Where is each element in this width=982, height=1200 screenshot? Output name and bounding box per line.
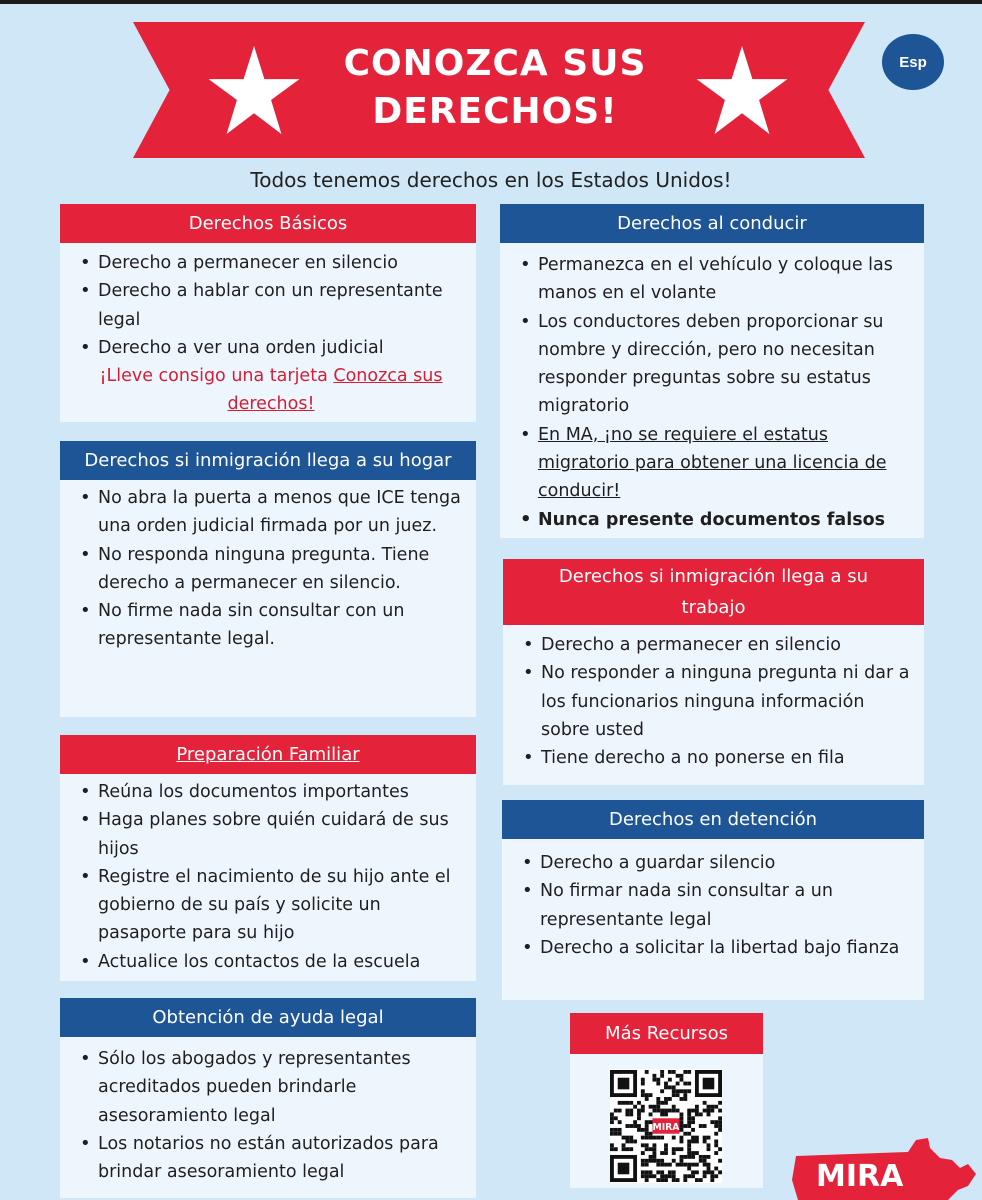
mira-logo — [788, 1134, 982, 1200]
star-icon-left — [206, 46, 302, 136]
list-item: • No firme nada sin consultar con un representante legal. — [76, 597, 466, 654]
title-line-2: DERECHOS! — [372, 91, 618, 132]
card-title: Preparación Familiar — [60, 735, 476, 774]
bullet-list — [76, 1045, 466, 1186]
card-title: Obtención de ayuda legal — [60, 998, 476, 1037]
list-item: • Derecho a hablar con un representante legal — [76, 277, 466, 334]
list-item: • Registre el nacimiento de su hijo ante el gobierno de su país y solicite un pasaporte para su hijo — [76, 863, 466, 948]
list-item: • Reúna los documentos importantes — [76, 778, 466, 806]
card-title: Derechos al conducir — [500, 204, 924, 243]
bullet-list — [518, 849, 914, 962]
bullet-list — [76, 249, 466, 362]
top-border — [0, 0, 982, 4]
list-item: • Haga planes sobre quién cuidará de sus hijos — [76, 806, 466, 863]
list-item: • Derecho a ver una orden judicial — [76, 334, 466, 362]
list-item: • No responda ninguna pregunta. Tiene derecho a permanecer en silencio. — [76, 541, 466, 598]
card-derechos-detencion — [502, 800, 924, 1000]
card-derechos-trabajo — [503, 559, 924, 785]
callout-text — [76, 362, 466, 418]
list-item: • Los notarios no están autorizados para brindar asesoramiento legal — [76, 1130, 466, 1187]
star-icon-right — [694, 46, 790, 136]
list-item: • No responder a ninguna pregunta ni dar a los funcionarios ninguna información sobre usted — [519, 659, 914, 744]
list-item: • Los conductores deben proporcionar su nombre y dirección, pero no necesitan responder preguntas sobre su estatus migratorio — [516, 308, 914, 421]
list-item: • Nunca presente documentos falsos — [516, 506, 914, 534]
bullet-list — [519, 631, 914, 772]
subtitle: Todos tenemos derechos en los Estados Unidos! — [250, 168, 732, 192]
list-item: • No firmar nada sin consultar a un representante legal — [518, 877, 914, 934]
bullet-list — [76, 778, 466, 976]
language-badge[interactable]: Esp — [882, 34, 944, 90]
card-title: Derechos en detención — [502, 800, 924, 839]
card-title: Más Recursos — [570, 1013, 763, 1054]
page-title — [330, 40, 660, 136]
title-line-1: CONOZCA SUS — [343, 43, 647, 84]
list-item: • Actualice los contactos de la escuela — [76, 948, 466, 976]
bullet-list — [516, 251, 914, 534]
card-mas-recursos — [570, 1013, 763, 1188]
list-item-ma-license: • En MA, ¡no se requiere el estatus migratorio para obtener una licencia de conducir! — [516, 421, 914, 506]
list-item: • Permanezca en el vehículo y coloque las manos en el volante — [516, 251, 914, 308]
list-item: • Derecho a solicitar la libertad bajo fianza — [518, 934, 914, 962]
qr-code-graphic — [610, 1069, 722, 1183]
list-item: • No abra la puerta a menos que ICE tenga una orden judicial firmada por un juez. — [76, 484, 466, 541]
card-title: Derechos Básicos — [60, 204, 476, 243]
list-item: • Derecho a guardar silencio — [518, 849, 914, 877]
list-item: • Tiene derecho a no ponerse en fila — [519, 744, 914, 772]
card-title: Derechos si inmigración llega a su trabajo — [503, 559, 924, 625]
card-derechos-conducir — [500, 204, 924, 538]
know-your-rights-link[interactable]: Conozca sus derechos! — [227, 366, 443, 415]
list-item: • Sólo los abogados y representantes acreditados pueden brindarle asesoramiento legal — [76, 1045, 466, 1130]
card-derechos-basicos — [60, 204, 476, 422]
callout-prefix: ¡Lleve consigo una tarjeta — [99, 366, 334, 387]
list-item: • Derecho a permanecer en silencio — [76, 249, 466, 277]
mira-logo-text: MIRA — [816, 1159, 904, 1194]
card-derechos-hogar — [60, 441, 476, 717]
card-preparacion-familiar — [60, 735, 476, 981]
card-ayuda-legal — [60, 998, 476, 1198]
card-title: Derechos si inmigración llega a su hogar — [60, 441, 476, 480]
bullet-list — [76, 484, 466, 654]
qr-center-label: MIRA — [652, 1121, 680, 1133]
qr-code-icon[interactable] — [610, 1069, 722, 1183]
list-item: • Derecho a permanecer en silencio — [519, 631, 914, 659]
